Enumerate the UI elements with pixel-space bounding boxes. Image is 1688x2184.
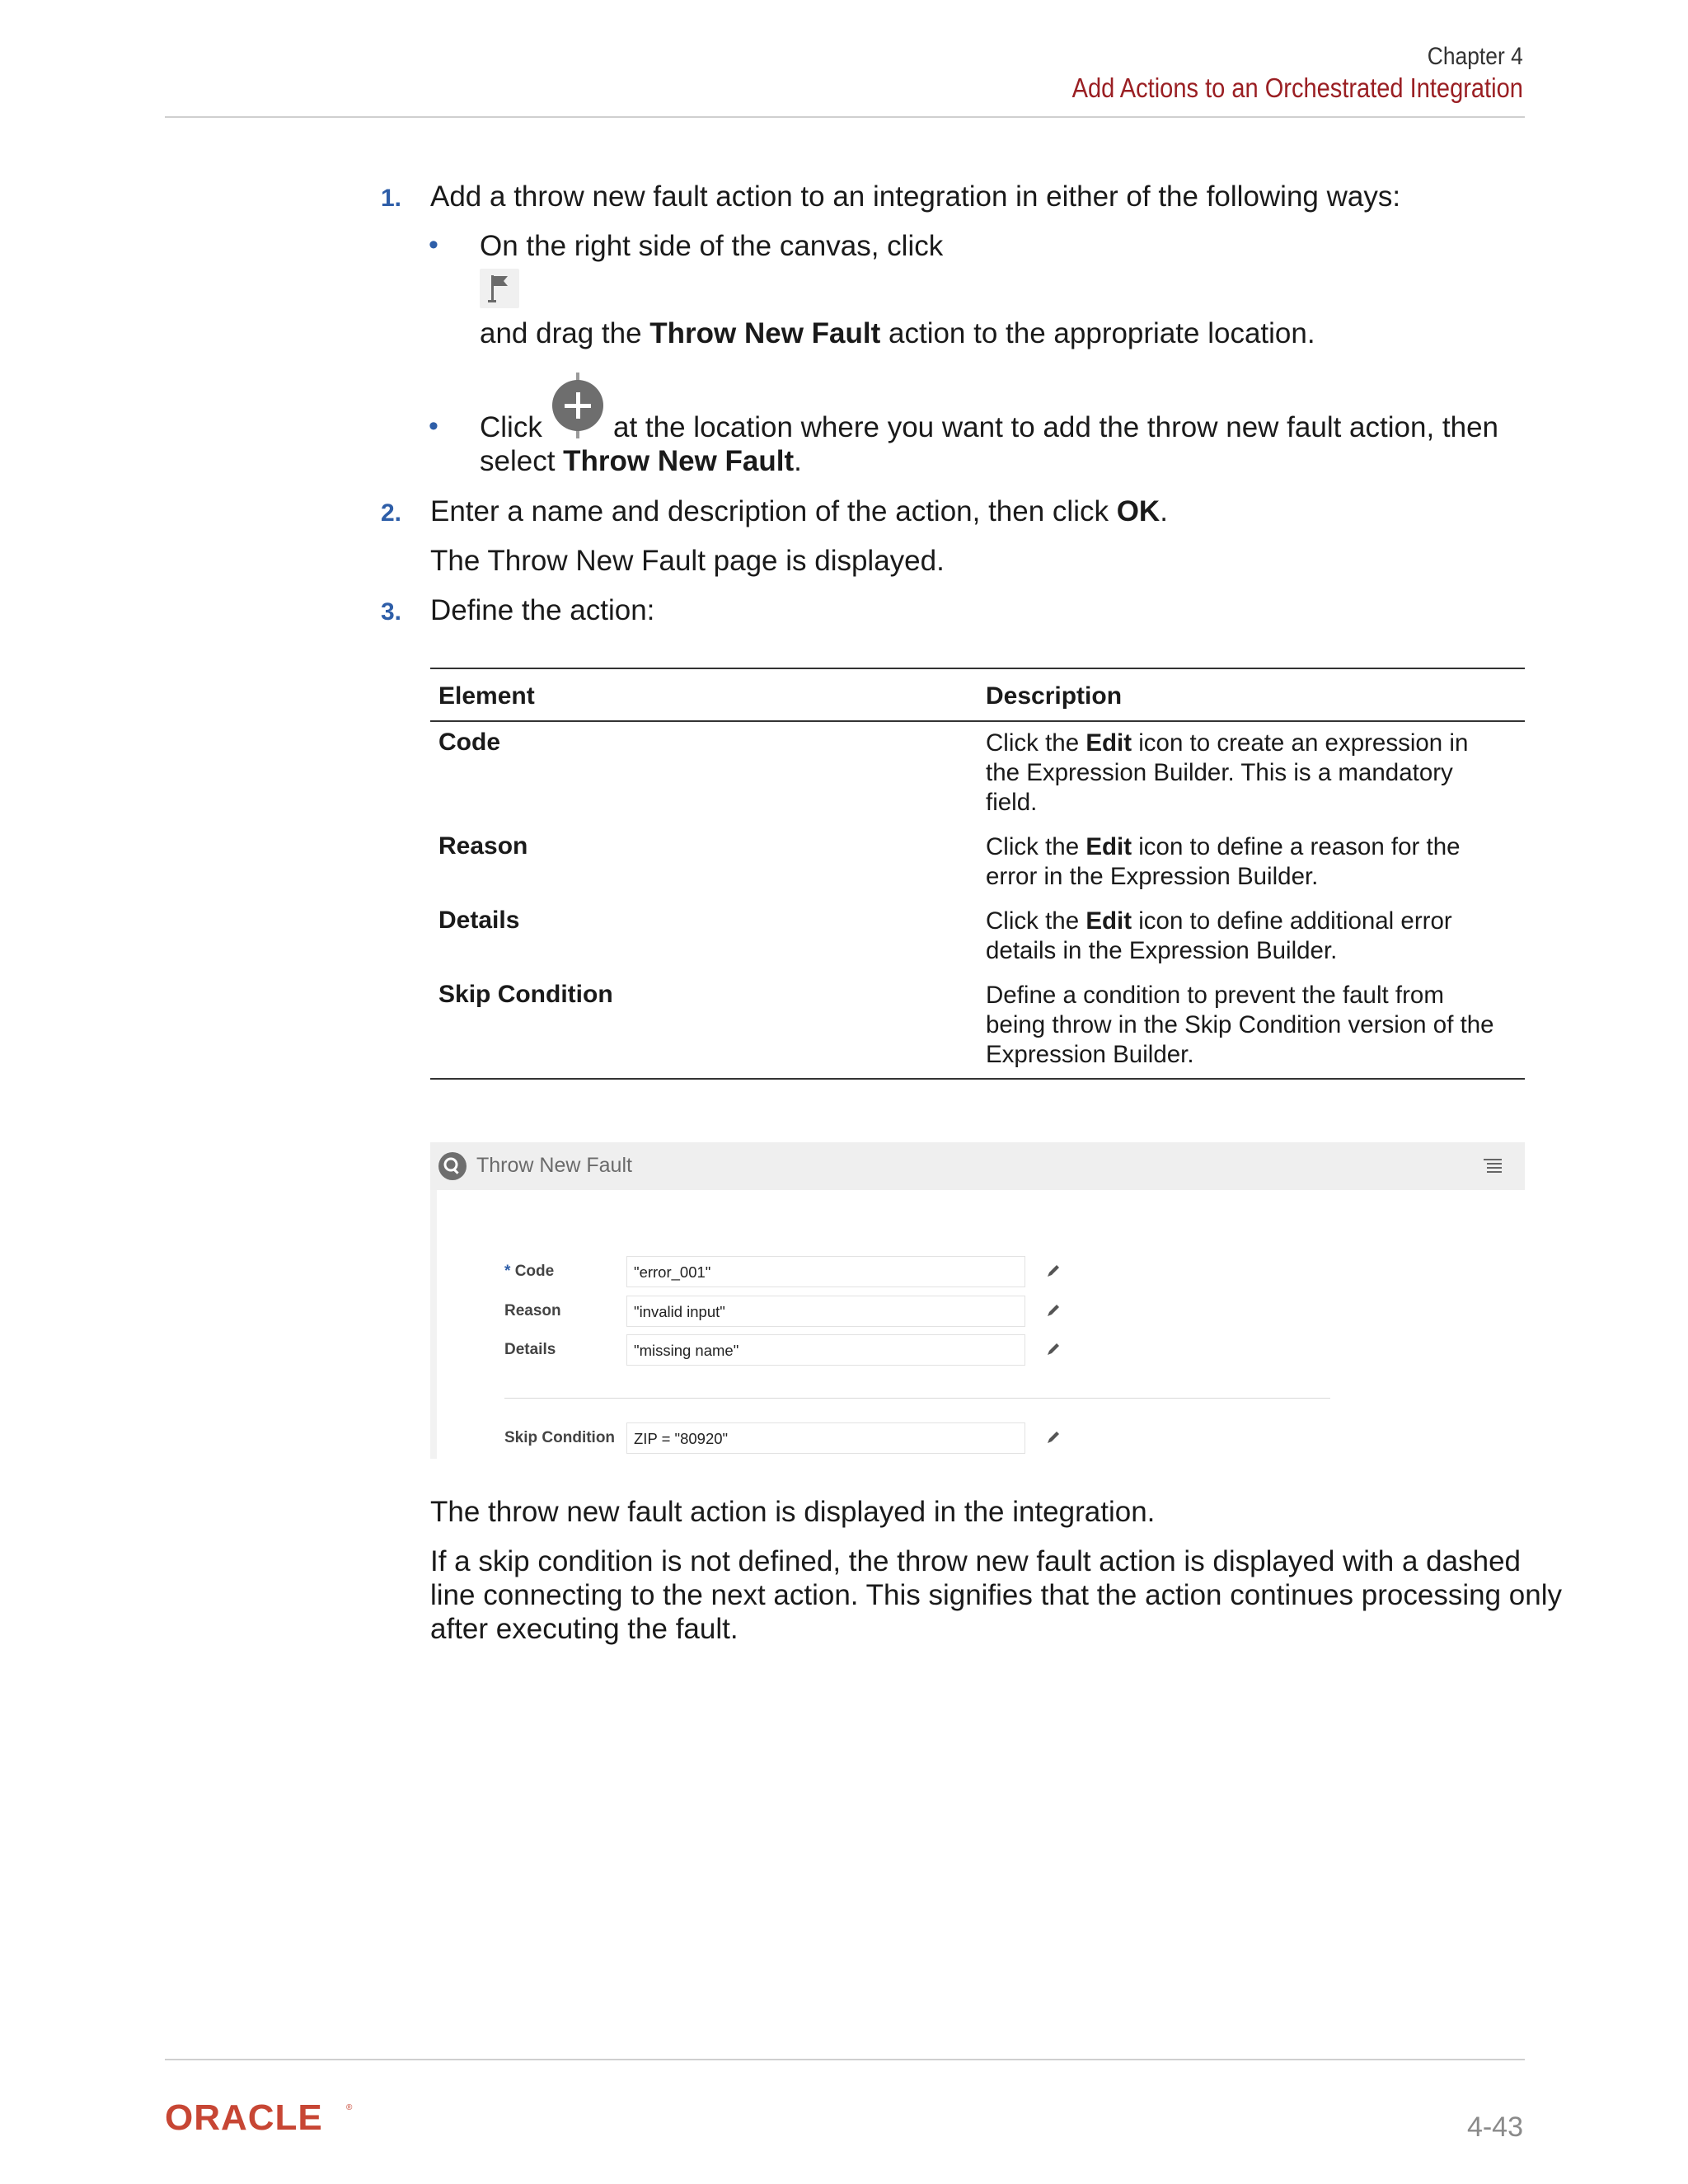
table-bottom-rule — [430, 1078, 1525, 1080]
chapter-label: Chapter 4 — [1428, 43, 1523, 70]
desc-text: details in the Expression Builder. — [986, 937, 1338, 964]
hamburger-menu-icon[interactable] — [1482, 1155, 1503, 1177]
desc-text: Click the — [986, 907, 1086, 935]
bullet-1-line1: On the right side of the canvas, click — [480, 230, 944, 262]
reason-value: "invalid input" — [634, 1303, 725, 1320]
bullet-1-line2-bold: Throw New Fault — [649, 317, 881, 349]
reason-edit-pencil-icon[interactable] — [1045, 1302, 1062, 1319]
note-line: line connecting to the next action. This signifies that the action continues processing only — [430, 1579, 1562, 1611]
step-3-text: Define the action: — [430, 594, 655, 626]
skip-condition-note — [430, 1544, 1562, 1646]
throw-fault-icon — [438, 1152, 467, 1180]
logo-text: ORACLE — [165, 2098, 323, 2135]
table-row-element: Skip Condition — [438, 981, 613, 1008]
desc-text: Click the — [986, 833, 1086, 860]
note-line: If a skip condition is not defined, the throw new fault action is displayed with a dashed — [430, 1545, 1522, 1577]
desc-text: field. — [986, 789, 1038, 816]
bullet-1-line2-a: and drag the — [480, 317, 650, 349]
panel-title: Throw New Fault — [476, 1154, 632, 1177]
bullet-2-line2-a: select — [480, 445, 564, 477]
skip-condition-input[interactable] — [626, 1422, 1025, 1454]
table-header-description: Description — [986, 682, 1123, 710]
step-2-ok: OK — [1116, 495, 1160, 527]
details-value: "missing name" — [634, 1342, 739, 1359]
svg-text:®: ® — [346, 2103, 353, 2112]
step-1-text: Add a throw new fault action to an integration in either of the following ways: — [430, 180, 1401, 213]
result-paragraph: The throw new fault action is displayed in the integration. — [430, 1496, 1156, 1528]
desc-text: Expression Builder. — [986, 1041, 1194, 1068]
table-row-element: Code — [438, 729, 500, 756]
desc-text: being throw in the Skip Condition version of the — [986, 1011, 1494, 1038]
header-divider — [165, 116, 1525, 118]
bullet-1-line2-b: action to the appropriate location. — [880, 317, 1315, 349]
desc-text: icon to create an expression in — [1132, 729, 1469, 757]
details-input[interactable] — [626, 1334, 1025, 1366]
bullet-marker: • — [429, 410, 438, 442]
table-header-rule — [430, 720, 1525, 722]
required-marker: * — [504, 1263, 511, 1280]
details-edit-pencil-icon[interactable] — [1045, 1341, 1062, 1357]
bullet-2-click: Click — [480, 411, 542, 443]
bullet-marker: • — [429, 229, 438, 260]
step-2-text — [430, 494, 1168, 528]
table-row-description — [986, 729, 1513, 818]
bullet-2-line2-b: . — [794, 445, 802, 477]
page-number: 4-43 — [1466, 2111, 1523, 2143]
panel-left-edge — [430, 1190, 437, 1459]
table-top-rule — [430, 668, 1525, 669]
desc-text: the Expression Builder. This is a mandatory — [986, 759, 1453, 786]
code-label — [504, 1263, 554, 1281]
bullet-2-line2 — [480, 444, 802, 478]
table-row-element: Details — [438, 907, 520, 934]
desc-bold: Edit — [1085, 907, 1132, 935]
desc-text: Define a condition to prevent the fault from — [986, 982, 1444, 1009]
table-row-description — [986, 981, 1513, 1070]
panel-title-bar — [430, 1142, 1525, 1190]
table-row-description — [986, 832, 1513, 892]
desc-text: icon to define additional error — [1132, 907, 1452, 935]
panel-divider — [504, 1398, 1330, 1399]
code-value: "error_001" — [634, 1263, 711, 1281]
reason-label: Reason — [504, 1302, 561, 1319]
step-2-text-a: Enter a name and description of the action, then click — [430, 495, 1117, 527]
desc-text: error in the Expression Builder. — [986, 863, 1319, 890]
table-header-element: Element — [438, 682, 535, 710]
table-row-description — [986, 907, 1513, 966]
note-line: after executing the fault. — [430, 1613, 738, 1645]
flag-icon — [480, 269, 519, 308]
skip-condition-edit-pencil-icon[interactable] — [1045, 1429, 1062, 1446]
desc-text: Click the — [986, 729, 1086, 757]
details-label: Details — [504, 1341, 556, 1358]
skip-condition-label: Skip Condition — [504, 1429, 616, 1446]
desc-bold: Edit — [1085, 833, 1132, 860]
code-edit-pencil-icon[interactable] — [1045, 1263, 1062, 1279]
skip-condition-value: ZIP = "80920" — [634, 1430, 729, 1447]
code-label-text: Code — [514, 1263, 555, 1280]
oracle-logo — [165, 2098, 356, 2135]
section-title: Add Actions to an Orchestrated Integration — [1071, 73, 1523, 103]
reason-input[interactable] — [626, 1296, 1025, 1327]
throw-new-fault-screenshot — [430, 1142, 1525, 1459]
desc-text: icon to define a reason for the — [1132, 833, 1461, 860]
step-1-number: 1. — [381, 185, 402, 212]
table-row-element: Reason — [438, 832, 528, 860]
bullet-2-text: at the location where you want to add the throw new fault action, then — [613, 411, 1499, 443]
step-3-number: 3. — [381, 598, 402, 626]
bullet-2-line2-bold: Throw New Fault — [563, 445, 795, 477]
footer-divider — [165, 2059, 1525, 2060]
step-2-result: The Throw New Fault page is displayed. — [430, 545, 945, 577]
bullet-1-line2 — [480, 316, 1315, 350]
desc-bold: Edit — [1085, 729, 1132, 757]
step-2-number: 2. — [381, 499, 402, 527]
step-2-text-b: . — [1160, 495, 1168, 527]
add-action-plus-icon — [551, 373, 605, 438]
code-input[interactable] — [626, 1256, 1025, 1287]
